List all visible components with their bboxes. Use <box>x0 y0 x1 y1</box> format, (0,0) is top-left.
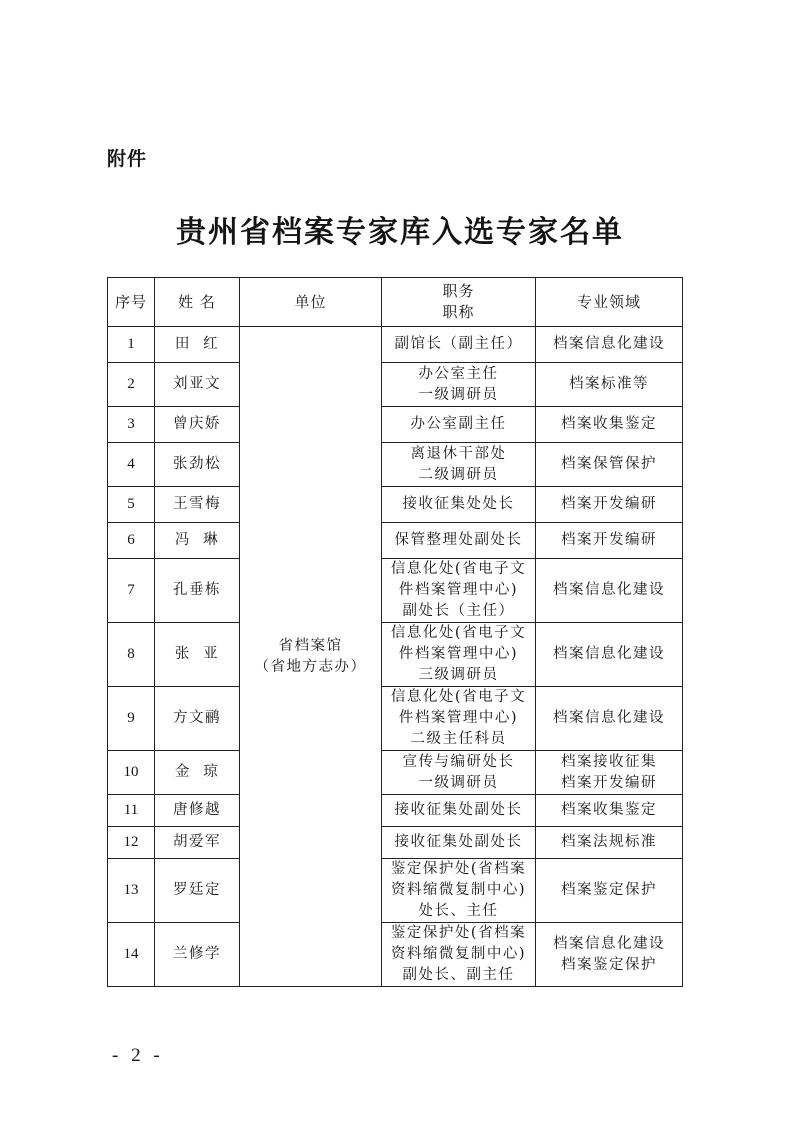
header-name: 姓 名 <box>155 278 240 327</box>
row-number: 10 <box>108 751 155 795</box>
header-unit: 单位 <box>240 278 382 327</box>
row-number: 14 <box>108 923 155 987</box>
position-line: 件档案管理中心) <box>398 582 519 598</box>
field-line: 档案收集鉴定 <box>561 416 657 432</box>
row-number: 5 <box>108 487 155 523</box>
position-line: 信息化处(省电子文 <box>390 625 527 641</box>
position-line: 件档案管理中心) <box>398 646 519 662</box>
table-row <box>108 751 683 795</box>
position-cell <box>382 623 536 687</box>
table-row <box>108 623 683 687</box>
row-number: 2 <box>108 363 155 407</box>
header-position-line: 职称 <box>442 303 475 321</box>
table-row <box>108 363 683 407</box>
position-cell <box>382 363 536 407</box>
field-cell <box>536 687 683 751</box>
header-field: 专业领域 <box>536 278 683 327</box>
field-line: 档案信息化建设 <box>553 710 665 726</box>
field-cell <box>536 859 683 923</box>
position-line: 资料缩微复制中心) <box>390 882 527 898</box>
expert-name: 王雪梅 <box>155 487 240 523</box>
table-row <box>108 523 683 559</box>
position-cell <box>382 487 536 523</box>
table-row <box>108 827 683 859</box>
expert-name: 唐修越 <box>155 795 240 827</box>
position-cell <box>382 559 536 623</box>
position-line: 件档案管理中心) <box>398 710 519 726</box>
position-line: 办公室主任 <box>418 365 499 382</box>
header-position-line: 职务 <box>442 282 475 300</box>
position-line: 宣传与编研处长 <box>402 753 515 770</box>
table-row <box>108 327 683 363</box>
position-line: 副处长（主任） <box>402 603 515 619</box>
position-line: 保管整理处副处长 <box>394 532 523 548</box>
table-row <box>108 559 683 623</box>
field-cell <box>536 559 683 623</box>
field-line: 档案标准等 <box>569 376 649 392</box>
page-number: - 2 - <box>112 1045 164 1066</box>
field-cell <box>536 923 683 987</box>
field-cell <box>536 827 683 859</box>
field-line: 档案开发编研 <box>561 774 657 791</box>
field-line: 档案鉴定保护 <box>561 956 657 973</box>
header-position <box>382 278 536 327</box>
row-number: 1 <box>108 327 155 363</box>
field-cell <box>536 407 683 443</box>
field-line: 档案信息化建设 <box>553 646 665 662</box>
position-line: 三级调研员 <box>418 667 499 683</box>
unit-line: （省地方志办） <box>254 658 367 675</box>
expert-name: 刘亚文 <box>155 363 240 407</box>
field-cell <box>536 795 683 827</box>
expert-name: 方文鹂 <box>155 687 240 751</box>
field-line: 档案鉴定保护 <box>561 882 657 898</box>
row-number: 4 <box>108 443 155 487</box>
position-cell <box>382 523 536 559</box>
position-line: 处长、主任 <box>418 903 499 919</box>
field-line: 档案开发编研 <box>561 496 657 512</box>
table-row <box>108 795 683 827</box>
position-cell <box>382 923 536 987</box>
field-line: 档案信息化建设 <box>553 336 665 352</box>
expert-name: 兰修学 <box>155 923 240 987</box>
position-cell <box>382 751 536 795</box>
position-cell <box>382 407 536 443</box>
position-cell <box>382 687 536 751</box>
row-number: 6 <box>108 523 155 559</box>
expert-name: 张劲松 <box>155 443 240 487</box>
expert-name: 金 琼 <box>155 751 240 795</box>
table-row <box>108 859 683 923</box>
table-header-row <box>108 278 683 327</box>
position-line: 鉴定保护处(省档案 <box>390 861 527 877</box>
row-number: 11 <box>108 795 155 827</box>
position-cell <box>382 859 536 923</box>
position-line: 接收征集处副处长 <box>394 834 523 850</box>
field-line: 档案法规标准 <box>561 834 657 850</box>
position-line: 资料缩微复制中心) <box>390 946 527 962</box>
table-row <box>108 407 683 443</box>
expert-name: 冯 琳 <box>155 523 240 559</box>
table-row <box>108 687 683 751</box>
row-number: 9 <box>108 687 155 751</box>
expert-name: 张 亚 <box>155 623 240 687</box>
expert-name: 田 红 <box>155 327 240 363</box>
position-cell <box>382 327 536 363</box>
table-row <box>108 487 683 523</box>
position-line: 二级主任科员 <box>410 731 507 747</box>
field-cell <box>536 751 683 795</box>
expert-name: 曾庆娇 <box>155 407 240 443</box>
position-line: 接收征集处处长 <box>402 496 515 512</box>
field-line: 档案信息化建设 <box>553 582 665 598</box>
header-no: 序号 <box>108 278 155 327</box>
position-line: 鉴定保护处(省档案 <box>390 925 527 941</box>
field-line: 档案保管保护 <box>561 456 657 472</box>
position-line: 接收征集处副处长 <box>394 802 523 818</box>
field-line: 档案接收征集 <box>561 753 657 770</box>
position-cell <box>382 827 536 859</box>
row-number: 8 <box>108 623 155 687</box>
field-cell <box>536 487 683 523</box>
table-row <box>108 443 683 487</box>
table-row <box>108 923 683 987</box>
position-line: 信息化处(省电子文 <box>390 561 527 577</box>
position-line: 一级调研员 <box>418 774 499 791</box>
row-number: 13 <box>108 859 155 923</box>
position-cell <box>382 795 536 827</box>
position-line: 副馆长（副主任） <box>394 336 523 352</box>
position-cell <box>382 443 536 487</box>
row-number: 3 <box>108 407 155 443</box>
unit-line: 省档案馆 <box>278 637 343 654</box>
unit-cell <box>240 327 382 987</box>
position-line: 离退休干部处 <box>410 445 507 462</box>
position-line: 一级调研员 <box>418 386 499 403</box>
position-line: 办公室副主任 <box>410 416 507 432</box>
field-line: 档案收集鉴定 <box>561 802 657 818</box>
field-cell <box>536 523 683 559</box>
field-cell <box>536 327 683 363</box>
row-number: 12 <box>108 827 155 859</box>
field-line: 档案开发编研 <box>561 532 657 548</box>
field-cell <box>536 443 683 487</box>
field-cell <box>536 623 683 687</box>
expert-name: 罗廷定 <box>155 859 240 923</box>
expert-name: 孔垂栋 <box>155 559 240 623</box>
attachment-label: 附件 <box>107 148 148 170</box>
row-number: 7 <box>108 559 155 623</box>
expert-list-table <box>107 277 683 987</box>
position-line: 副处长、副主任 <box>402 967 515 983</box>
document-title: 贵州省档案专家库入选专家名单 <box>176 215 624 250</box>
field-line: 档案信息化建设 <box>553 935 665 952</box>
position-line: 信息化处(省电子文 <box>390 689 527 705</box>
expert-name: 胡爱军 <box>155 827 240 859</box>
field-cell <box>536 363 683 407</box>
position-line: 二级调研员 <box>418 466 499 483</box>
